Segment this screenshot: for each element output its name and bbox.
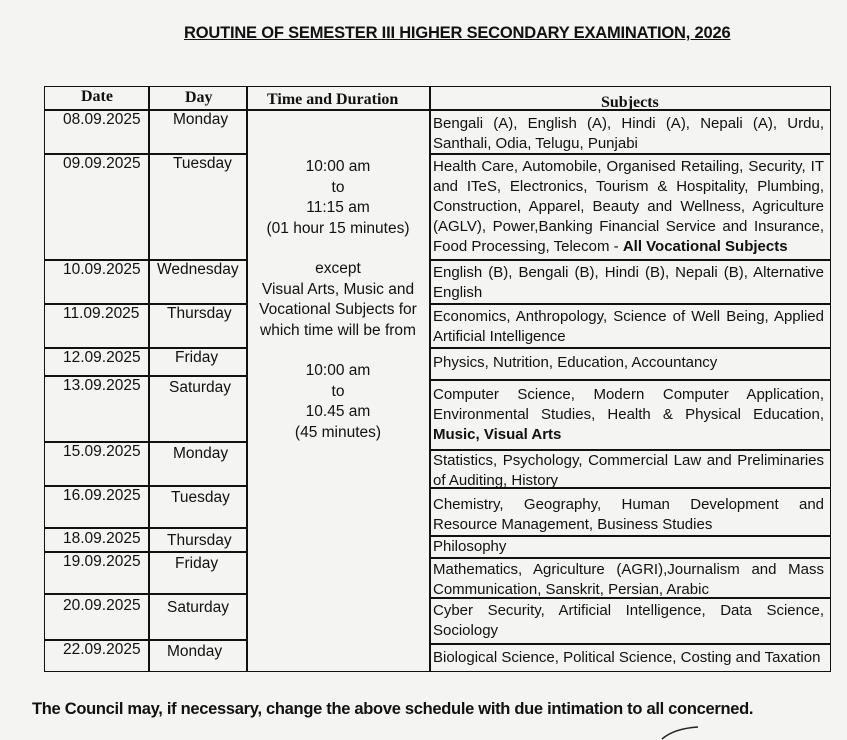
row-date: 11.09.2025 <box>63 305 140 322</box>
time-line: 11:15 am <box>306 199 370 216</box>
row-date: 20.09.2025 <box>63 597 141 614</box>
row-day: Thursday <box>167 532 232 549</box>
row-divider <box>429 643 830 645</box>
subjects-text: Computer Science, Modern Computer Application, Environmental Studies, Health & Physical Education, <box>433 386 824 423</box>
row-day: Tuesday <box>171 489 230 506</box>
row-day: Friday <box>175 555 219 572</box>
row-date: 15.09.2025 <box>63 443 141 460</box>
header-day: Day <box>185 89 213 106</box>
row-subjects: Chemistry, Geography, Human Development and Resource Management, Business Studies <box>433 496 824 533</box>
row-day: Saturday <box>169 379 232 396</box>
header-divider <box>45 109 830 111</box>
time-line: Visual Arts, Music and <box>261 280 415 298</box>
row-subjects: Economics, Anthropology, Science of Well Being, Applied Artificial Intelligence <box>433 308 824 345</box>
row-divider <box>45 593 247 595</box>
time-line: (01 hour 15 minutes) <box>266 219 410 237</box>
row-day: Monday <box>167 643 223 660</box>
council-note: The Council may, if necessary, change the above schedule with due intimation to all concerned. <box>32 700 754 718</box>
row-date: 16.09.2025 <box>63 487 141 504</box>
row-date: 12.09.2025 <box>63 349 141 366</box>
subjects-text: Health Care, Automobile, Organised Retailing, Security, IT and ITeS, Electronics, Tourism & Hospitality, Plumbing, Construction, Apparel, Beauty and Wellness, Agriculture (AGLV), Power,Banking Financial Service and Insurance, Food Processing, Telecom - <box>433 158 824 255</box>
row-divider <box>45 527 247 529</box>
row-day: Monday <box>173 111 229 128</box>
row-date: 08.09.2025 <box>63 111 141 128</box>
row-subjects <box>433 157 824 257</box>
document-title: ROUTINE OF SEMESTER III HIGHER SECONDARY EXAMINATION, 2026 <box>184 24 731 42</box>
row-divider <box>429 557 830 559</box>
row-divider <box>429 347 830 349</box>
time-line: to <box>331 178 345 196</box>
header-time-duration: Time and Duration <box>267 91 399 108</box>
row-day: Wednesday <box>157 261 239 278</box>
subjects-bold-text: Music, Visual Arts <box>433 426 562 443</box>
row-subjects: Physics, Nutrition, Education, Accountancy <box>433 354 718 371</box>
time-line: except <box>315 260 361 277</box>
time-line: (45 minutes) <box>294 423 382 441</box>
row-date: 09.09.2025 <box>63 155 141 172</box>
subjects-bold-text: All Vocational Subjects <box>622 238 788 255</box>
row-subjects: Mathematics, Agriculture (AGRI),Journalism and Mass Communication, Sanskrit, Persian, Arabic <box>433 561 824 598</box>
signature-stroke <box>660 726 700 740</box>
time-line: which time will be from <box>260 321 416 339</box>
row-date: 19.09.2025 <box>63 553 141 570</box>
header-subjects: Subjects <box>601 94 659 111</box>
row-divider <box>429 379 830 381</box>
row-subjects: Biological Science, Political Science, Costing and Taxation <box>433 649 821 666</box>
row-day: Friday <box>175 349 219 366</box>
time-line: Vocational Subjects for <box>259 301 417 318</box>
routine-table <box>44 86 831 672</box>
row-date: 13.09.2025 <box>63 377 141 394</box>
row-day: Thursday <box>167 305 232 322</box>
row-day: Tuesday <box>173 155 232 172</box>
row-subjects: Philosophy <box>433 538 507 555</box>
time-line: 10.45 am <box>305 403 371 420</box>
row-date: 18.09.2025 <box>63 530 141 547</box>
time-line: 10:00 am <box>305 158 371 175</box>
time-line: 10:00 am <box>305 362 371 379</box>
column-divider <box>148 87 150 671</box>
row-day: Monday <box>173 445 229 462</box>
row-date: 22.09.2025 <box>63 641 141 658</box>
row-subjects: English (B), Bengali (B), Hindi (B), Nepali (B), Alternative English <box>433 264 824 301</box>
time-duration-cell <box>248 157 428 443</box>
row-date: 10.09.2025 <box>63 261 141 278</box>
row-subjects: Statistics, Psychology, Commercial Law and Preliminaries of Auditing, History <box>433 452 824 489</box>
row-divider <box>429 303 830 305</box>
row-subjects: Cyber Security, Artificial Intelligence, Data Science, Sociology <box>433 602 824 639</box>
row-subjects: Bengali (A), English (A), Hindi (A), Nepali (A), Urdu, Santhali, Odia, Telugu, Punjabi <box>433 115 824 152</box>
row-day: Saturday <box>167 599 230 616</box>
header-date: Date <box>81 88 113 105</box>
row-subjects <box>433 385 824 445</box>
time-line: to <box>331 382 345 400</box>
row-divider <box>429 259 830 261</box>
